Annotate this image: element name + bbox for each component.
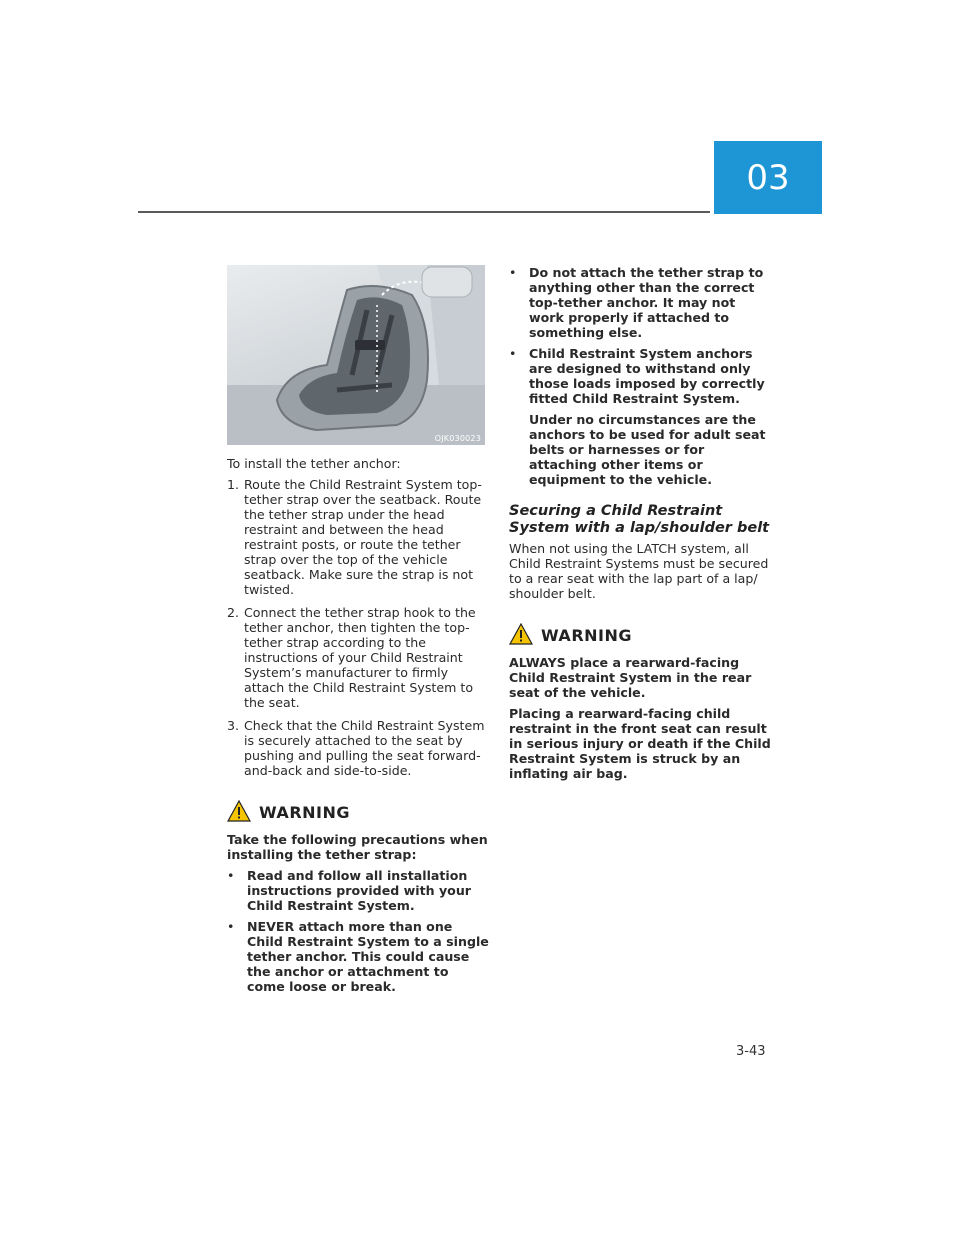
section-body: When not using the LATCH system, all Child Restraint Systems must be secured to a rear seat with the lap part of a lap/ shoulder belt. xyxy=(509,541,769,601)
step-number: 3. xyxy=(227,718,240,733)
chapter-tab xyxy=(714,141,822,214)
warning-title: WARNING xyxy=(541,625,632,645)
step-text: Check that the Child Restraint System is securely attached to the seat by pushing and pulling the seat forward-and-back and side-to-side. xyxy=(244,718,485,778)
step-item xyxy=(227,718,489,778)
warning-bullet: • Do not attach the tether strap to anything other than the correct top-tether anchor. It may not work properly if attached to something else. xyxy=(509,265,773,340)
intro-text: To install the tether anchor: xyxy=(227,456,401,471)
step-item xyxy=(227,605,489,710)
warning-icon xyxy=(227,800,251,824)
install-steps xyxy=(227,477,489,778)
warning-paragraph: Placing a rearward-facing child restraint in the front seat can result in serious injury or death if the Child Restraint System is struck by an inflating air bag. xyxy=(509,706,771,781)
child-seat-figure xyxy=(227,265,485,445)
page-number: 3-43 xyxy=(736,1044,766,1059)
step-text: Connect the tether strap hook to the tether anchor, then tighten the top-tether strap according to the instructions of your Child Restraint System’s manufacturer to firmly attach the Child Restraint System to the seat. xyxy=(244,605,476,710)
warning-heading xyxy=(227,800,489,824)
warning-list xyxy=(227,868,489,994)
warning-heading xyxy=(509,623,773,647)
warning-subparagraph: Under no circumstances are the anchors to be used for adult seat belts or harnesses or for attaching other items or equipment to the vehicle. xyxy=(529,412,766,487)
warning-bullet: • Child Restraint System anchors are designed to withstand only those loads imposed by correctly fitted Child Restraint System. xyxy=(509,346,773,406)
warning-list-continued xyxy=(509,265,773,406)
warning-bullet: • Read and follow all installation instructions provided with your Child Restraint System. xyxy=(227,868,489,913)
warning-title: WARNING xyxy=(259,802,350,822)
section-title: Securing a Child Restraint System with a lap/shoulder belt xyxy=(509,503,770,536)
figure-code: OJK030023 xyxy=(434,434,481,443)
warning-icon xyxy=(509,623,533,647)
child-seat-tether-illustration xyxy=(227,265,485,445)
warning-bullet: • NEVER attach more than one Child Restraint System to a single tether anchor. This could cause the anchor or attachment to come loose or break. xyxy=(227,919,489,994)
header-rule xyxy=(138,211,710,213)
step-number: 1. xyxy=(227,477,240,492)
step-text: Route the Child Restraint System top-tether strap over the seatback. Route the tether strap under the head restraint and between the head restraint posts, or route the tether strap over the top of the vehicle seatback. Make sure the strap is not twisted. xyxy=(244,477,482,597)
step-item xyxy=(227,477,489,597)
step-number: 2. xyxy=(227,605,240,620)
chapter-number: 03 xyxy=(746,157,790,198)
warning-lead: Take the following precautions when installing the tether strap: xyxy=(227,832,488,862)
right-column xyxy=(509,265,773,787)
warning-paragraph: ALWAYS place a rearward-facing Child Restraint System in the rear seat of the vehicle. xyxy=(509,655,752,700)
left-column xyxy=(227,456,489,1000)
